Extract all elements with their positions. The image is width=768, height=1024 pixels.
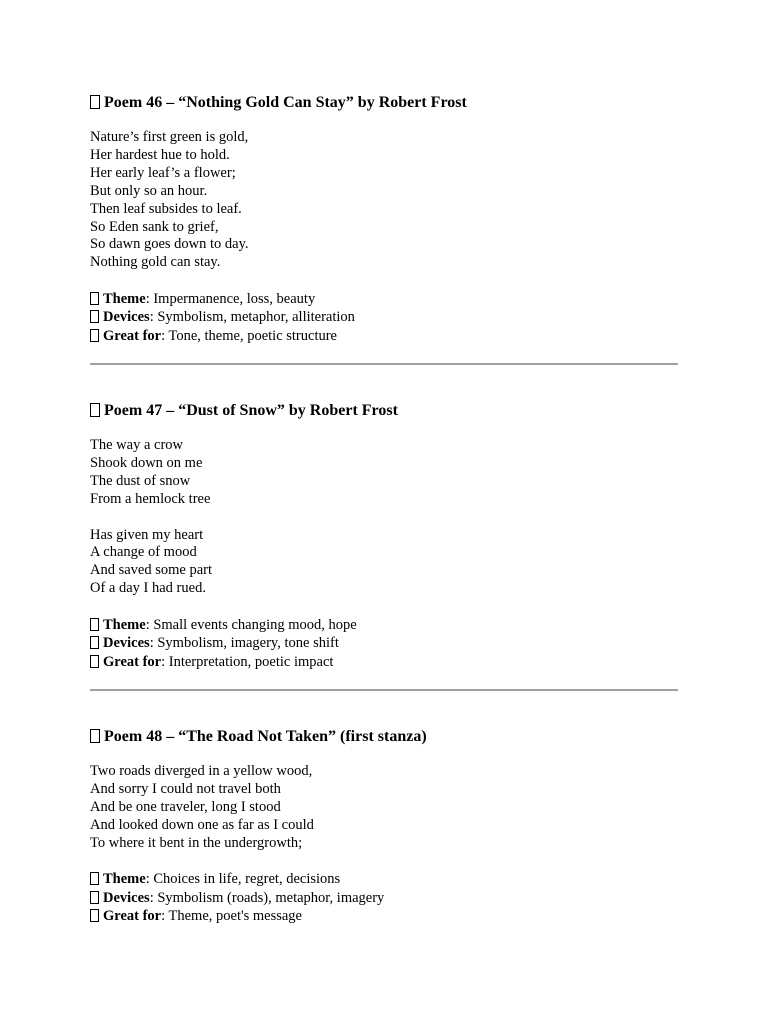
horizontal-divider [90, 363, 678, 365]
note-label: Great for [103, 907, 162, 924]
note-text: : Small events changing mood, hope [145, 617, 357, 634]
poem-line: Nature’s first green is gold, [90, 129, 249, 145]
poem-section-48 [90, 726, 678, 925]
poem-line: From a hemlock tree [90, 490, 211, 507]
missing-glyph-icon [90, 636, 99, 649]
horizontal-divider [90, 689, 678, 691]
poem-stanza [90, 129, 678, 272]
missing-glyph-icon [90, 909, 99, 922]
note-label: Theme [103, 291, 146, 308]
note-label: Devices [103, 635, 150, 652]
poem-line: So Eden sank to grief, [90, 218, 219, 235]
missing-glyph-icon [90, 403, 100, 417]
note-label: Great for [103, 327, 162, 344]
note-theme [90, 290, 678, 308]
poem-line: And be one traveler, long I stood [90, 798, 281, 815]
poem-notes [90, 616, 678, 671]
missing-glyph-icon [90, 329, 99, 342]
note-great-for [90, 907, 678, 925]
note-label: Theme [103, 617, 146, 634]
poem-stanza [90, 527, 678, 599]
missing-glyph-icon [90, 95, 100, 109]
poem-line: Two roads diverged in a yellow wood, [90, 762, 313, 779]
note-label: Great for [103, 653, 162, 670]
poem-heading [90, 92, 678, 114]
poem-line: Has given my heart [90, 526, 204, 543]
missing-glyph-icon [90, 292, 99, 305]
note-devices [90, 308, 678, 326]
poem-stanza [90, 437, 678, 509]
missing-glyph-icon [90, 618, 99, 631]
poem-line: Her early leaf’s a flower; [90, 164, 236, 181]
note-text: : Symbolism, imagery, tone shift [149, 635, 339, 652]
missing-glyph-icon [90, 729, 100, 743]
poem-line: Her hardest hue to hold. [90, 146, 230, 163]
note-text: : Theme, poet's message [161, 907, 302, 924]
poem-heading [90, 726, 678, 748]
poem-line: Nothing gold can stay. [90, 254, 221, 271]
note-great-for [90, 653, 678, 671]
missing-glyph-icon [90, 872, 99, 885]
poem-stanza [90, 763, 678, 853]
note-text: : Choices in life, regret, decisions [145, 871, 341, 888]
note-text: : Symbolism, metaphor, alliteration [149, 309, 355, 326]
poem-heading [90, 400, 678, 422]
note-theme [90, 616, 678, 634]
note-text: : Impermanence, loss, beauty [145, 291, 316, 308]
poem-line: And looked down one as far as I could [90, 816, 314, 833]
missing-glyph-icon [90, 310, 99, 323]
poem-line: Then leaf subsides to leaf. [90, 200, 242, 217]
note-theme [90, 870, 678, 888]
missing-glyph-icon [90, 891, 99, 904]
note-great-for [90, 327, 678, 345]
poem-notes [90, 290, 678, 345]
poem-line: And sorry I could not travel both [90, 780, 281, 797]
poem-section-47 [90, 400, 678, 671]
poem-line: A change of mood [90, 544, 197, 561]
poem-line: To where it bent in the undergrowth; [90, 834, 303, 851]
note-text: : Interpretation, poetic impact [161, 653, 334, 670]
poem-line: Of a day I had rued. [90, 580, 206, 597]
note-devices [90, 634, 678, 652]
note-label: Devices [103, 309, 150, 326]
poem-section-46 [90, 92, 678, 345]
document-page [90, 92, 678, 925]
poem-line: And saved some part [90, 562, 213, 579]
poem-line: So dawn goes down to day. [90, 236, 249, 253]
poem-line: The dust of snow [90, 472, 191, 489]
note-text: : Tone, theme, poetic structure [161, 327, 337, 344]
note-devices [90, 889, 678, 907]
missing-glyph-icon [90, 655, 99, 668]
note-label: Devices [103, 889, 150, 906]
poem-title: Poem 48 – “The Road Not Taken” (first stanza) [104, 727, 427, 745]
poem-line: Shook down on me [90, 454, 203, 471]
poem-title: Poem 46 – “Nothing Gold Can Stay” by Robert Frost [104, 94, 467, 111]
poem-line: But only so an hour. [90, 182, 208, 199]
note-text: : Symbolism (roads), metaphor, imagery [149, 889, 385, 906]
note-label: Theme [103, 871, 146, 888]
poem-notes [90, 870, 678, 925]
poem-title: Poem 47 – “Dust of Snow” by Robert Frost [104, 402, 398, 420]
poem-line: The way a crow [90, 437, 183, 454]
